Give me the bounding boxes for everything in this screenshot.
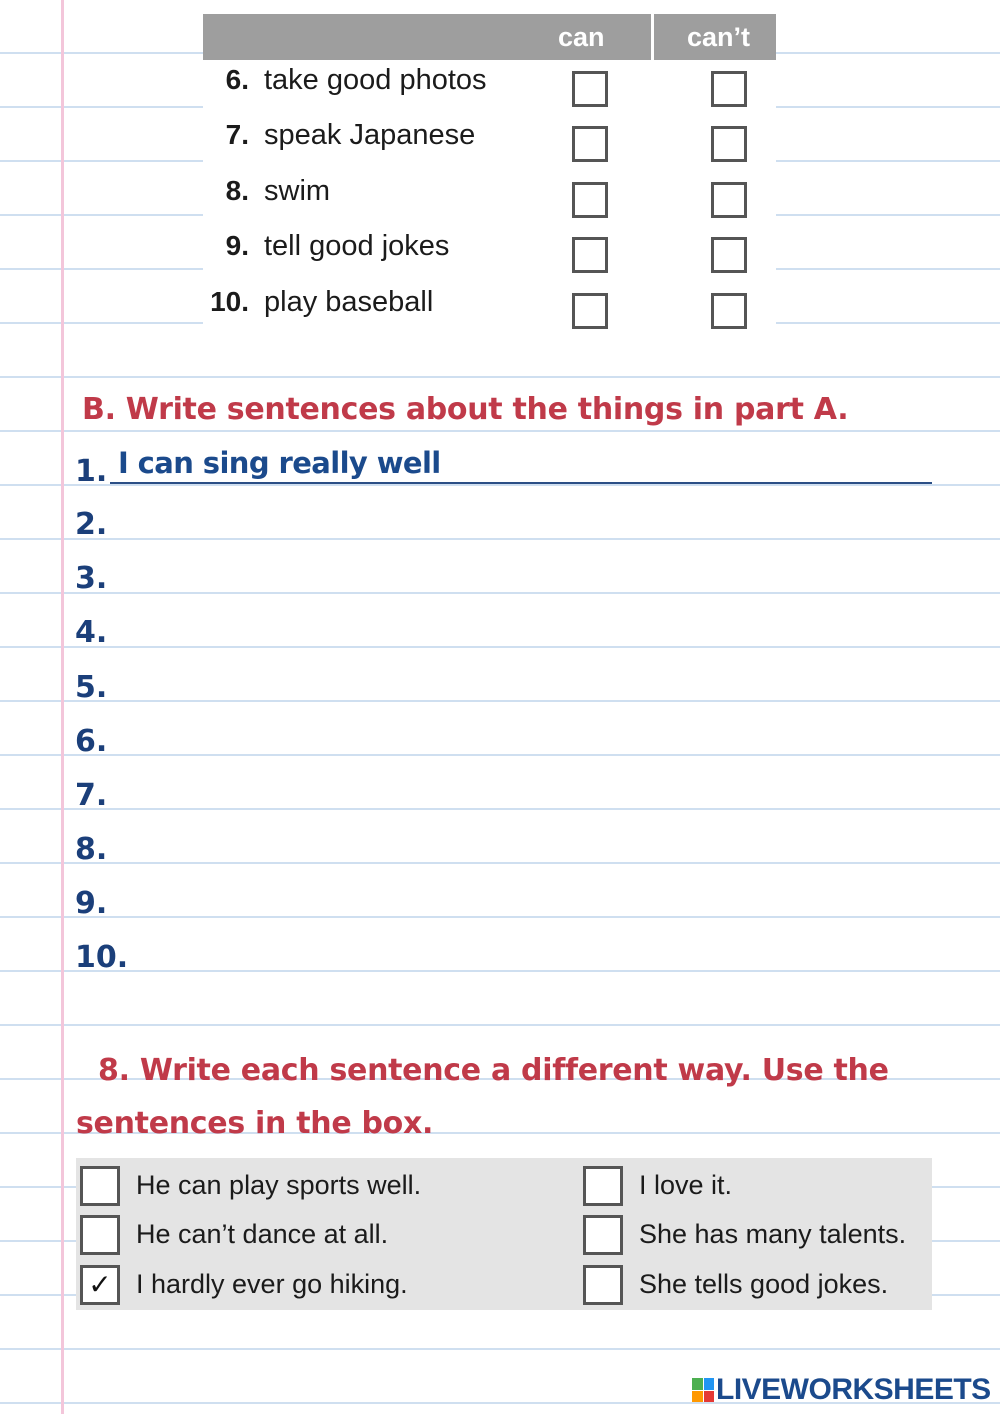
option-text: I love it. <box>639 1170 733 1200</box>
sentence-number: 8. <box>75 832 108 867</box>
option-checkbox[interactable] <box>583 1265 623 1305</box>
table-row <box>203 119 776 175</box>
option-text: She tells good jokes. <box>639 1269 889 1299</box>
row-number: 8. <box>225 175 249 206</box>
can-checkbox[interactable] <box>572 237 608 273</box>
sentence-number: 9. <box>75 886 108 921</box>
cant-checkbox[interactable] <box>711 293 747 329</box>
sentence-box <box>76 1158 932 1310</box>
can-checkbox[interactable] <box>572 126 608 162</box>
sentence-number: 7. <box>75 778 108 813</box>
table-row <box>203 175 776 231</box>
cant-checkbox[interactable] <box>711 237 747 273</box>
option-checkbox[interactable] <box>583 1166 623 1206</box>
option-checkbox[interactable] <box>583 1215 623 1255</box>
header-can: can <box>558 22 605 52</box>
part-8-heading-line1: 8. Write each sentence a different way. Use the <box>98 1053 889 1088</box>
row-text: swim <box>264 175 331 207</box>
option-text: He can’t dance at all. <box>136 1219 389 1249</box>
sentence-number: 10. <box>75 940 129 975</box>
option-text: I hardly ever go hiking. <box>136 1269 408 1299</box>
notebook-margin-line <box>61 0 64 1414</box>
row-text: play baseball <box>264 286 434 318</box>
table-row <box>203 64 776 120</box>
row-text: take good photos <box>264 64 487 96</box>
row-number: 7. <box>225 119 249 150</box>
part-8-heading-line2: sentences in the box. <box>76 1106 434 1141</box>
sentence-number: 1. <box>75 454 108 489</box>
option-checkbox[interactable] <box>80 1215 120 1255</box>
cant-checkbox[interactable] <box>711 126 747 162</box>
abilities-table <box>203 14 776 332</box>
can-checkbox[interactable] <box>572 71 608 107</box>
option-text: He can play sports well. <box>136 1170 422 1200</box>
can-checkbox[interactable] <box>572 182 608 218</box>
answer-1-text[interactable]: I can sing really well <box>118 446 441 480</box>
sentence-number: 5. <box>75 670 108 705</box>
header-cant: can’t <box>687 22 751 52</box>
cant-checkbox[interactable] <box>711 182 747 218</box>
row-number: 9. <box>225 230 249 261</box>
sentence-number: 4. <box>75 615 108 650</box>
option-checkbox-checked[interactable]: ✓ <box>80 1265 120 1305</box>
can-checkbox[interactable] <box>572 293 608 329</box>
row-text: tell good jokes <box>264 230 450 262</box>
row-number: 6. <box>225 64 249 95</box>
option-text: She has many talents. <box>639 1219 907 1249</box>
liveworksheets-logo <box>692 1372 991 1408</box>
row-number: 10. <box>210 286 249 317</box>
row-text: speak Japanese <box>264 119 476 151</box>
option-checkbox[interactable] <box>80 1166 120 1206</box>
answer-1-underline <box>110 482 932 484</box>
sentence-number: 6. <box>75 724 108 759</box>
header-divider <box>651 14 654 60</box>
logo-text: LIVEWORKSHEETS <box>716 1373 991 1406</box>
table-header <box>203 14 776 60</box>
part-b-heading: B. Write sentences about the things in part A. <box>82 392 849 427</box>
sentence-number: 2. <box>75 507 108 542</box>
cant-checkbox[interactable] <box>711 71 747 107</box>
sentence-number: 3. <box>75 561 108 596</box>
table-row <box>203 230 776 286</box>
liveworksheets-icon <box>692 1378 714 1402</box>
table-row <box>203 286 776 342</box>
